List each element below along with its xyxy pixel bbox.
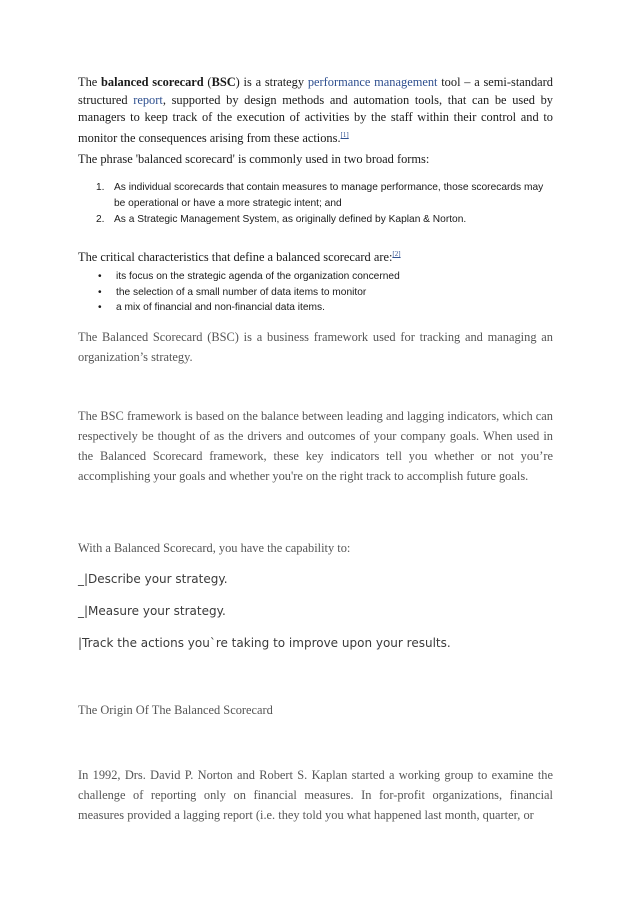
list-item	[98, 285, 548, 301]
bullet-icon: •	[98, 271, 102, 282]
report-link[interactable]: report	[133, 92, 163, 107]
text: The	[78, 75, 102, 89]
list-item-text: the selection of a small number of data items to monitor	[116, 286, 367, 298]
reference-link-1[interactable]: [1]	[340, 130, 349, 139]
ordered-list	[96, 180, 556, 227]
capability-describe: _|Describe your strategy.	[78, 572, 228, 586]
bold-abbrev: BSC	[211, 75, 236, 89]
bsc-definition-paragraph: The Balanced Scorecard (BSC) is a business framework used for tracking and managing an organization’s strategy.	[78, 330, 553, 364]
list-item-text: its focus on the strategic agenda of the organization concerned	[116, 271, 400, 282]
reference-link-2[interactable]: [2]	[392, 250, 401, 258]
text: (	[203, 75, 212, 89]
text: The critical characteristics that define a balanced scorecard are:	[78, 250, 393, 265]
text: ) is a strategy	[235, 75, 308, 89]
list-number: 1.	[96, 182, 105, 193]
capability-measure: _|Measure your strategy.	[78, 604, 226, 618]
list-item	[96, 180, 556, 212]
text: , supported by design methods and automation tools, that can be used by managers to keep track of the execution of activities by the staff within their control and to monitor the consequences arising from these actions.	[78, 92, 553, 145]
capability-intro-paragraph: With a Balanced Scorecard, you have the capability to:	[78, 541, 351, 555]
text: tool – a semi-standard structured	[78, 75, 553, 107]
list-item	[98, 300, 548, 316]
list-item	[96, 212, 556, 228]
performance-management-link[interactable]: performance management	[307, 75, 438, 89]
list-item-text: As a Strategic Management System, as originally defined by Kaplan & Norton.	[114, 213, 467, 225]
section-heading: The Origin Of The Balanced Scorecard	[78, 703, 273, 717]
list-number: 2.	[96, 213, 105, 225]
list-item-text: As individual scorecards that contain measures to manage performance, those scorecards may be operational or have a more strategic intent; and	[114, 182, 544, 209]
list-item	[98, 269, 548, 285]
intro-paragraph	[78, 74, 553, 148]
characteristics-paragraph	[78, 246, 553, 266]
bullet-icon: •	[98, 302, 102, 314]
bullet-list	[98, 269, 548, 316]
list-item-text: a mix of financial and non-financial data items.	[116, 302, 325, 314]
forms-intro-paragraph: The phrase 'balanced scorecard' is commonly used in two broad forms:	[78, 152, 430, 166]
bsc-framework-paragraph: The BSC framework is based on the balance between leading and lagging indicators, which can respectively be thought of as the drivers and outcomes of your company goals. When used in the Balanced Scorecard framework, these key indicators tell you whether or not you’re accomplishing your goals and whether you're on the right track to accomplish future goals.	[78, 409, 553, 483]
bold-term: balanced scorecard	[101, 75, 204, 89]
origin-paragraph: In 1992, Drs. David P. Norton and Robert S. Kaplan started a working group to examine the challenge of reporting only on financial measures. In for-profit organizations, financial measures provided a lagging report (i.e. they told you what happened last month, quarter, or	[78, 768, 553, 822]
bullet-icon: •	[98, 286, 102, 298]
capability-track: |Track the actions you`re taking to improve upon your results.	[78, 636, 451, 650]
